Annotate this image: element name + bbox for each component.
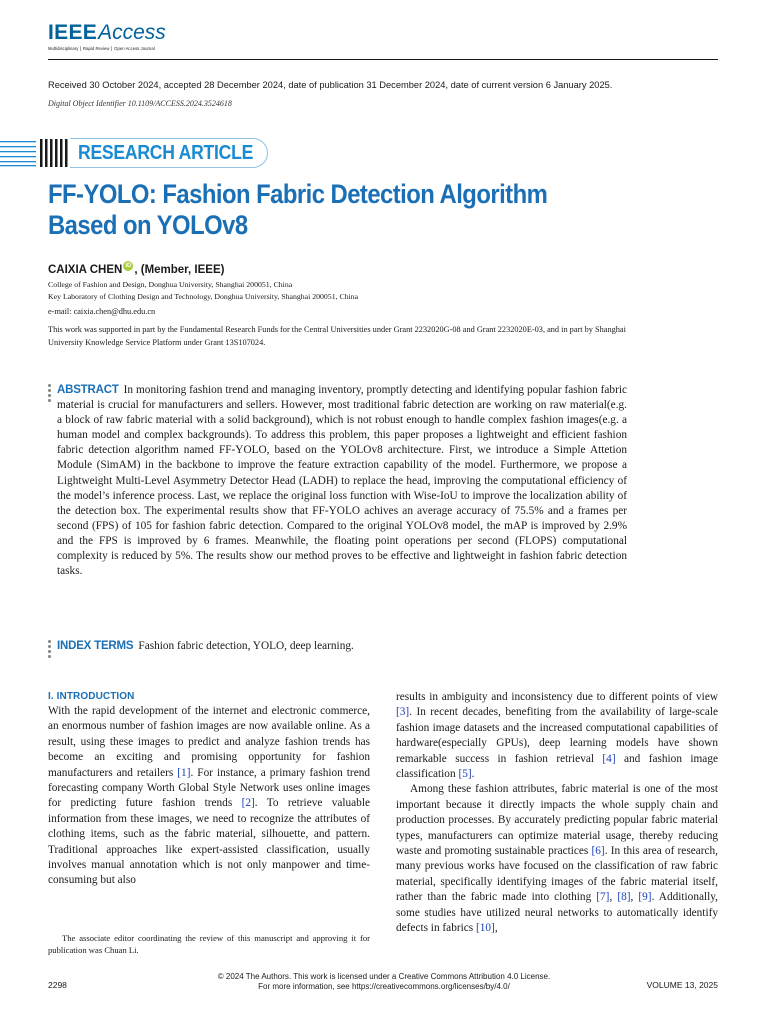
citation-link[interactable]: [4] — [602, 752, 616, 765]
index-terms — [57, 640, 354, 652]
volume-label: VOLUME 13, 2025 — [646, 980, 718, 990]
orcid-icon[interactable]: iD — [125, 263, 132, 269]
author-line — [48, 264, 224, 276]
author-membership: , (Member, IEEE) — [134, 264, 225, 276]
index-terms-heading: INDEX TERMS — [57, 640, 134, 652]
index-terms-text: Fashion fabric detection, YOLO, deep learning. — [138, 640, 354, 652]
intro-paragraph-continued: results in ambiguity and inconsistency due to different points of view [3]. In recent decades, benefiting from the availability of large-scale fashion image datasets and the increased computational capabilities of hardware(especially GPUs), deep learning models have shown remarkable success in fashion retrieval [4] and fashion image classification [5]. — [396, 691, 718, 781]
intro-paragraph-2: Among these fashion attributes, fabric material is one of the most important because it directly impacts the whole supply chain and production processes. By accurately predicting popular fabric material types, manufacturers can optimize material usage, thereby reducing waste and promoting sustainable practices [6]. In this area of research, many previous works have focused on the classification of raw fabric material, specifically identifying images of the fabric material itself, rather than the fabric made into clothing [7], [8], [9]. Additionally, some studies have utilized neural networks to automatically identify defects in fabrics [10], — [396, 783, 718, 935]
author-name: CAIXIA CHEN — [48, 264, 123, 276]
abstract — [57, 383, 627, 579]
citation-link[interactable]: [1] — [177, 766, 191, 779]
title-line-1: FF-YOLO: Fashion Fabric Detection Algorithm — [48, 179, 548, 209]
left-column — [48, 690, 370, 889]
abstract-dots-icon — [48, 384, 52, 404]
logo-ieee: IEEE — [48, 21, 98, 44]
right-column — [396, 690, 718, 937]
citation-link[interactable]: [6] — [591, 845, 605, 858]
paper-title — [48, 179, 624, 241]
logo-access: Access — [98, 21, 166, 44]
abstract-text: In monitoring fashion trend and managing inventory, promptly detecting and identifying popular fashion fabric material is crucial for manufacturers and sellers. However, most traditional fabric detection are working on raw material(e.g. a block of raw fabric material with a solid background), which is not robust enough to handle complex fashion images(e.g. a human model and complex backgrounds). To address this problem, this paper proposes a lightweight and efficient fashion fabric detection algorithm named FF-YOLO, based on the YOLOv8 architecture. First, we introduce a Simple Attetion Module (SimAM) in the backbone to improve the feature extraction capability of the model. Furthermore, we propose a Lightweight Multi-Level Asymmetry Detector Head (LADH) to replace the head, improving the computational efficiency of the model’s inference process. Last, we replace the original loss function with Wise-IoU to improve the localization ability of the detection box. The experimental results show that FF-YOLO achives an average accuracy of 75.5% and a frames per second (FPS) of 105 for fashion fabric detection. Compared to the original YOLOv8 model, the mAP is improved by 2.9% and the FPS is improved by 6 frames. Meanwhile, the floating point operations per second (FLOPS) computational complexity is reduced by 5%. The results show our method proves to be effective and lightweight in fashion fabric detection tasks. — [57, 384, 627, 578]
header-rule — [48, 59, 718, 60]
doi: Digital Object Identifier 10.1109/ACCESS.2024.3524618 — [48, 99, 232, 108]
citation-link[interactable]: [9] — [638, 891, 652, 904]
license-line-1: © 2024 The Authors. This work is licensed under a Creative Commons Attribution 4.0 License. — [217, 972, 551, 981]
affiliation-1: College of Fashion and Design, Donghua University, Shanghai 200051, China — [48, 280, 293, 289]
title-line-2: Based on YOLOv8 — [48, 210, 248, 240]
banner-stripes-icon — [0, 137, 70, 169]
citation-link[interactable]: [8] — [617, 891, 631, 904]
funding-note: This work was supported in part by the Fundamental Research Funds for the Central Universities under Grant 2232020G-08 and Grant 2232020E-03, and in part by Shanghai University Knowledge Service Platform under Grant 13S107024. — [48, 325, 626, 347]
abstract-heading: ABSTRACT — [57, 384, 119, 396]
logo-tagline: Multidisciplinary ⎮ Rapid Review ⎮ Open Access Journal — [48, 46, 155, 51]
citation-link[interactable]: [2] — [241, 797, 255, 810]
intro-paragraph-1: With the rapid development of the internet and electronic commerce, an enormous number of fashion images are now available online. As a result, using these images to predict and analyze fashion trends has become an exciting and promising opportunity for fashion manufacturers and retailers [1]. For instance, a primary fashion trend forecasting company Worth Global Style Network uses online images for predicting future fashion trends [2]. To retrieve valuable information from these images, we need to recognize the attributes of clothing items, such as the fabric material, silhouette, and pattern. Traditional approaches like expert-assisted classification, usually involves manual annotation which is not only manpower and time-consuming but also — [48, 705, 371, 887]
received-dates: Received 30 October 2024, accepted 28 December 2024, date of publication 31 December 2024, date of current version 6 January 2025. — [48, 80, 613, 90]
index-terms-dots-icon — [48, 640, 52, 660]
research-article-banner — [0, 137, 270, 169]
banner-label: RESEARCH ARTICLE — [78, 142, 254, 164]
citation-link[interactable]: [7] — [596, 891, 610, 904]
license-line-2[interactable]: For more information, see https://creativecommons.org/licenses/by/4.0/ — [258, 982, 510, 991]
author-email[interactable]: e-mail: caixia.chen@dhu.edu.cn — [48, 307, 156, 316]
introduction-heading: I. INTRODUCTION — [48, 691, 135, 702]
citation-link[interactable]: [10] — [475, 922, 495, 935]
page-number: 2298 — [48, 980, 67, 990]
editor-footnote: The associate editor coordinating the review of this manuscript and approving it for publication was Chuan Li. — [48, 933, 370, 955]
journal-logo — [48, 22, 188, 51]
affiliation-2: Key Laboratory of Clothing Design and Technology, Donghua University, Shanghai 200051, China — [48, 292, 359, 301]
citation-link[interactable]: [3] — [396, 706, 410, 719]
citation-link[interactable]: [5] — [458, 768, 472, 781]
